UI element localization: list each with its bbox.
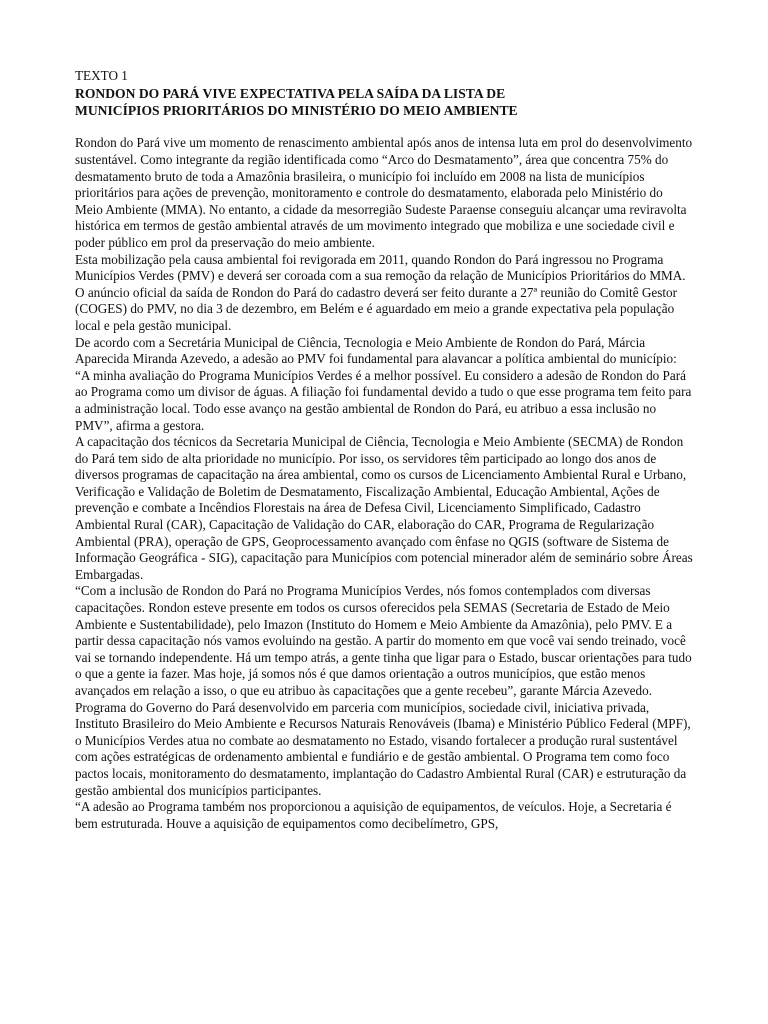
paragraph: “A adesão ao Programa também nos proporcionou a aquisição de equipamentos, de veículos. Hoje, a Secretaria é bem estruturada. Houve a aquisição de equipamentos como decibelímetro, GPS,: [75, 799, 672, 831]
document-title-line-2: MUNICÍPIOS PRIORITÁRIOS DO MINISTÉRIO DO MEIO AMBIENTE: [75, 103, 518, 118]
document-label: TEXTO 1: [75, 68, 128, 83]
paragraph: Esta mobilização pela causa ambiental foi revigorada em 2011, quando Rondon do Pará ingressou no Programa Municípios Verdes (PMV) e deverá ser coroada com a sua remoção da relação de Municípios Prioritários do MMA. O anúncio oficial da saída de Rondon do Pará do cadastro deverá ser feito durante a 27ª reunião do Comitê Gestor (COGES) do PMV, no dia 3 de dezembro, em Belém e é aguardado em meio a grande expectativa pela população local e pela gestão municipal.: [75, 251, 686, 333]
paragraph: De acordo com a Secretária Municipal de Ciência, Tecnologia e Meio Ambiente de Rondon do Pará, Márcia Aparecida Miranda Azevedo, a adesão ao PMV foi fundamental para alavancar a política ambiental do município: “A minha avaliação do Programa Municípios Verdes é a melhor possível. Eu considero a adesão de Rondon do Pará ao Programa como um divisor de águas. A filiação foi fundamental devido a tudo o que esse programa tem feito para a administração local. Todo esse avanço na gestão ambiental de Rondon do Pará, eu atribuo a essa inclusão no PMV”, afirma a gestora.: [75, 334, 692, 433]
paragraph: Programa do Governo do Pará desenvolvido em parceria com municípios, sociedade civil, iniciativa privada, Instituto Brasileiro do Meio Ambiente e Recursos Naturais Renováveis (Ibama) e Ministério Público Federal (MPF), o Municípios Verdes atua no combate ao desmatamento no Estado, visando fortalecer a produção rural sustentável com ações estratégicas de ordenamento ambiental e fundiário e de gestão ambiental. O Programa tem como foco pactos locais, monitoramento do desmatamento, implantação do Cadastro Ambiental Rural (CAR) e estruturação da gestão ambiental dos municípios participantes.: [75, 699, 691, 798]
paragraph: “Com a inclusão de Rondon do Pará no Programa Municípios Verdes, nós fomos contemplados com diversas capacitações. Rondon esteve presente em todos os cursos oferecidos pela SEMAS (Secretaria de Estado de Meio Ambiente e Sustentabilidade), pelo Imazon (Instituto do Homem e Meio Ambiente da Amazônia), pelo PMV. E a partir dessa capacitação nós vamos evoluindo na gestão. A partir do momento em que você vai sendo treinado, você vai se tornando independente. Há um tempo atrás, a gente tinha que ligar para o Estado, buscar orientações para tudo o que a gente ia fazer. Mas hoje, já somos nós é que damos orientação a outros municípios, que estão menos avançados em relação a isso, o que eu atribuo às capacitações que a gente recebeu”, garante Márcia Azevedo.: [75, 583, 692, 698]
paragraph: Rondon do Pará vive um momento de renascimento ambiental após anos de intensa luta em prol do desenvolvimento sustentável. Como integrante da região identificada como “Arco do Desmatamento”, área que concentra 75% do desmatamento bruto de toda a Amazônia brasileira, o município foi incluído em 2008 na lista de municípios prioritários para ações de prevenção, monitoramento e controle do desmatamento, elaborada pelo Ministério do Meio Ambiente (MMA). No entanto, a cidade da mesorregião Sudeste Paraense conseguiu alcançar uma reviravolta histórica em termos de gestão ambiental através de um movimento integrado que mobiliza e une sociedade civil e poder público em prol da preservação do meio ambiente.: [75, 135, 693, 250]
title-spacer: [75, 119, 693, 135]
document-page: [75, 68, 693, 832]
paragraph: A capacitação dos técnicos da Secretaria Municipal de Ciência, Tecnologia e Meio Ambiente (SECMA) de Rondon do Pará tem sido de alta prioridade no município. Por isso, os servidores têm participado ao longo dos anos de diversos programas de capacitação na área ambiental, como os cursos de Licenciamento Ambiental Rural e Urbano, Verificação e Validação de Boletim de Desmatamento, Fiscalização Ambiental, Educação Ambiental, Ações de prevenção e combate a Incêndios Florestais na área de Defesa Civil, Licenciamento Simplificado, Cadastro Ambiental Rural (CAR), Capacitação de Validação do CAR, elaboração do CAR, Programa de Regularização Ambiental (PRA), operação de GPS, Geoprocessamento avançado com ênfase no QGIS (software de Sistema de Informação Geográfica - SIG), capacitação para Municípios com potencial minerador além de seminário sobre Áreas Embargadas.: [75, 434, 693, 582]
document-title-line-1: RONDON DO PARÁ VIVE EXPECTATIVA PELA SAÍDA DA LISTA DE: [75, 85, 506, 101]
